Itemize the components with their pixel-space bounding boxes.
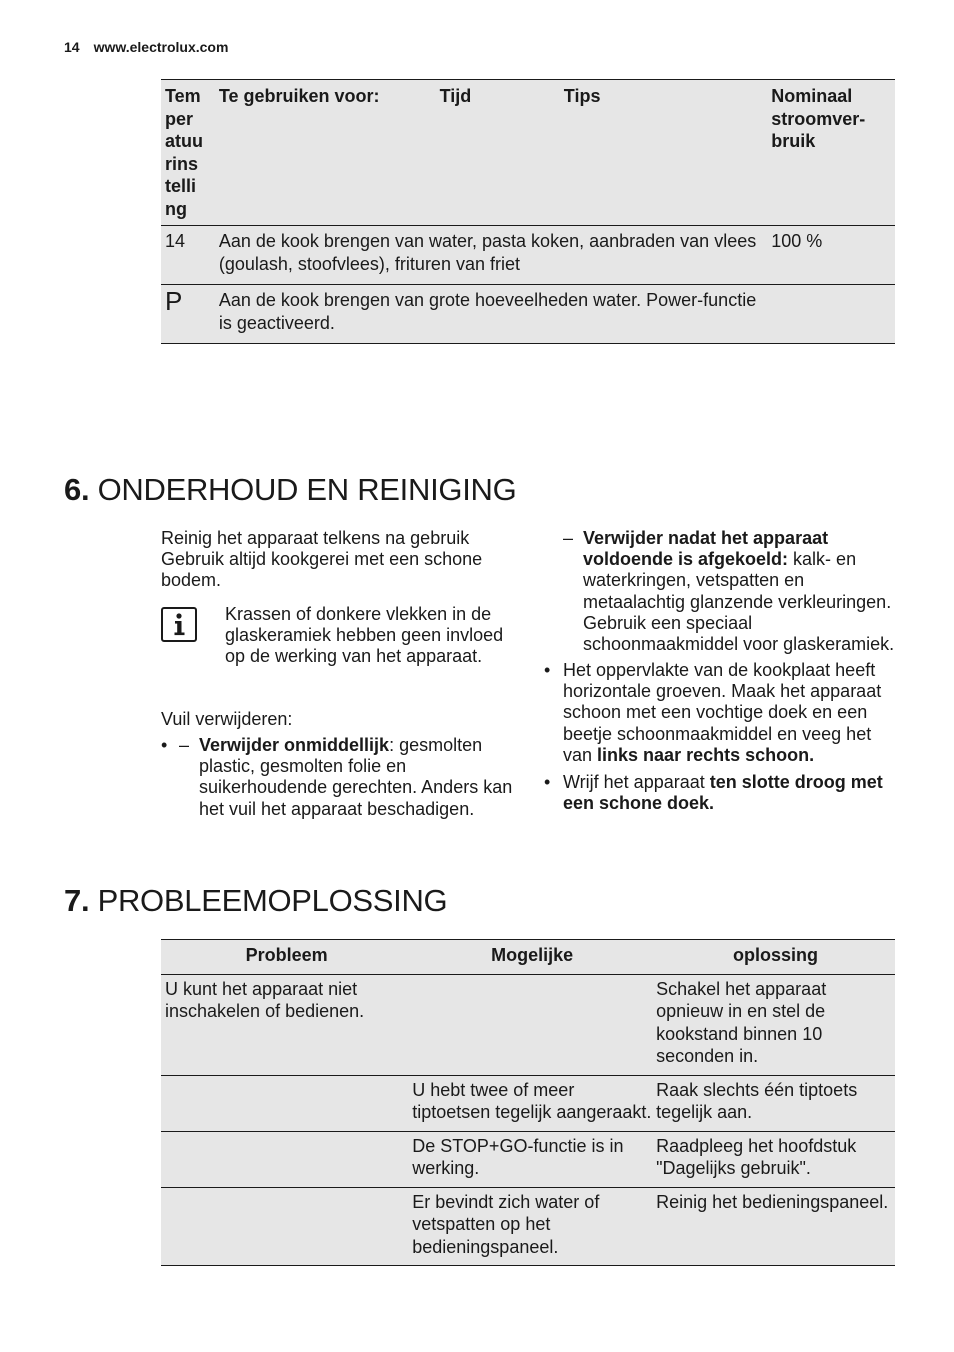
cause-cell: Er bevindt zich water of vetspatten op het bedieningspaneel. bbox=[408, 1187, 656, 1266]
table-row bbox=[161, 1075, 895, 1131]
bullet: • bbox=[161, 735, 168, 755]
power-settings-table bbox=[161, 79, 895, 344]
header-solution: oplossing bbox=[656, 940, 895, 975]
website-url: www.electrolux.com bbox=[93, 39, 229, 55]
remove-dirt-label: Vuil verwijderen: bbox=[161, 709, 293, 729]
cause-cell: De STOP+GO-functie is in werking. bbox=[408, 1131, 656, 1187]
cause-cell bbox=[408, 974, 656, 1075]
bullet: • bbox=[544, 660, 551, 680]
table-row bbox=[161, 226, 895, 285]
troubleshooting-table bbox=[161, 939, 895, 1266]
problem-cell bbox=[161, 1075, 408, 1131]
power-value: 100 % bbox=[771, 226, 895, 285]
use-value: Aan de kook brengen van water, pasta koken, aanbraden van vlees (goulash, stoofvlees), frituren van friet bbox=[219, 226, 771, 285]
problem-cell bbox=[161, 1131, 408, 1187]
section-heading-maintenance: 6. ONDERHOUD EN REINIGING bbox=[64, 472, 517, 507]
table-row bbox=[161, 1187, 895, 1266]
cause-cell: U hebt twee of meer tiptoetsen tegelijk aangeraakt. bbox=[408, 1075, 656, 1131]
problem-cell bbox=[161, 1187, 408, 1266]
solution-cell: Raak slechts één tiptoets tegelijk aan. bbox=[656, 1075, 895, 1131]
header-time: Tijd bbox=[439, 86, 472, 106]
use-value: Aan de kook brengen van grote hoeveelheden water. Power-functie is geactiveerd. bbox=[219, 285, 771, 344]
header-setting: Temperatuurinstelling bbox=[165, 86, 203, 219]
list-item: Het oppervlakte van de kookplaat heeft horizontale groeven. Maak het apparaat schoon met een vochtige doek en een beetje schoonmaakmiddel en veeg het van links naar rechts schoon. bbox=[563, 660, 882, 765]
header-tips: Tips bbox=[563, 86, 601, 106]
info-note: Krassen of donkere vlekken in de glaskeramiek hebben geen invloed op de werking van het apparaat. bbox=[225, 604, 504, 667]
header-power: Nominaal stroomver-bruik bbox=[771, 86, 866, 151]
info-icon bbox=[161, 607, 197, 642]
problem-cell: U kunt het apparaat niet inschakelen of bedienen. bbox=[161, 974, 408, 1075]
table-header-row bbox=[161, 940, 895, 975]
header-problem: Probleem bbox=[161, 940, 408, 975]
solution-cell: Raadpleeg het hoofdstuk "Dagelijks gebruik". bbox=[656, 1131, 895, 1187]
header-cause: Mogelijke bbox=[408, 940, 656, 975]
list-item: Verwijder nadat het apparaat voldoende is afgekoeld: kalk- en waterkringen, vetspatten en metaalachtig glanzende verkleuringen. Gebruik een speciaal schoonmaakmiddel voor glaskeramiek. bbox=[583, 528, 895, 655]
setting-value: 14 bbox=[161, 226, 219, 285]
table-row bbox=[161, 1131, 895, 1187]
power-value bbox=[771, 285, 895, 344]
table-row bbox=[161, 285, 895, 344]
section-heading-troubleshooting: 7. PROBLEEMOPLOSSING bbox=[64, 883, 448, 918]
solution-cell: Reinig het bedieningspaneel. bbox=[656, 1187, 895, 1266]
list-item: Verwijder onmiddellijk: gesmolten plastic, gesmolten folie en suikerhoudende gerechten. Anders kan het vuil het apparaat beschadigen. bbox=[199, 735, 513, 819]
dash: – bbox=[563, 528, 574, 548]
solution-cell: Schakel het apparaat opnieuw in en stel de kookstand binnen 10 seconden in. bbox=[656, 974, 895, 1075]
bullet: • bbox=[544, 772, 551, 792]
page-number: 14 bbox=[64, 39, 80, 55]
setting-value bbox=[161, 285, 219, 344]
list-item: Wrijf het apparaat ten slotte droog met een schone doek. bbox=[563, 772, 883, 814]
cleaning-intro: Reinig het apparaat telkens na gebruik Gebruik altijd kookgerei met een schone bodem. bbox=[161, 528, 483, 591]
page-header bbox=[64, 39, 228, 55]
dash: – bbox=[179, 735, 190, 755]
table-header-row bbox=[161, 80, 895, 226]
header-use: Te gebruiken voor: bbox=[218, 86, 380, 106]
power-boost-symbol: P bbox=[165, 286, 183, 316]
table-row bbox=[161, 974, 895, 1075]
